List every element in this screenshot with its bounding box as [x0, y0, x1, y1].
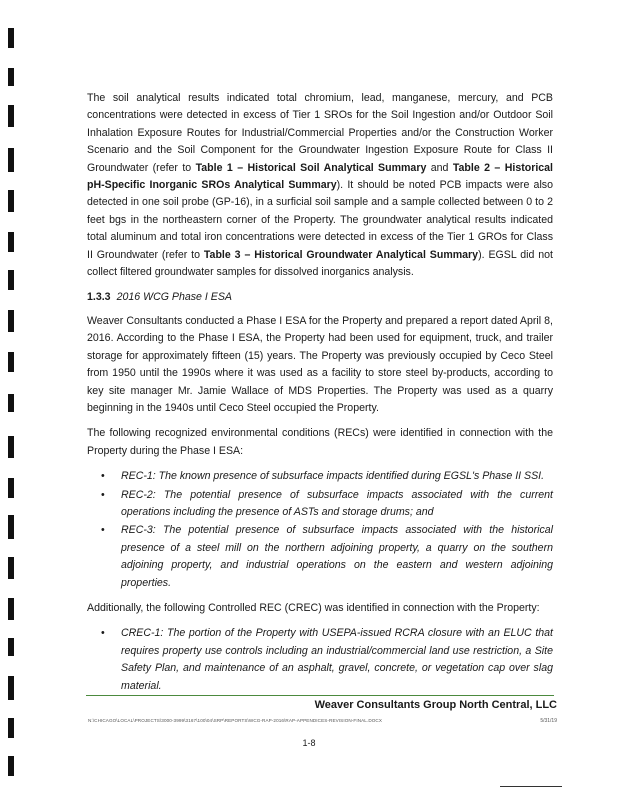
- footer-rule: [86, 695, 554, 696]
- footer-company: Weaver Consultants Group North Central, LLC: [314, 699, 557, 711]
- binder-mark-7: [8, 270, 14, 290]
- binder-mark-10: [8, 394, 14, 412]
- table-3-reference: Table 3 – Historical Groundwater Analytical Summary: [203, 248, 479, 261]
- crec-list: [87, 625, 553, 695]
- table-1-reference: Table 1 – Historical Soil Analytical Summary: [195, 161, 427, 174]
- binder-mark-17: [8, 676, 14, 700]
- rec-item: • REC-2: The potential presence of subsurface impacts associated with the current operations including the presence of ASTs and storage drums; and: [99, 487, 553, 522]
- page-number: 1-8: [302, 738, 316, 748]
- binder-mark-9: [8, 352, 14, 372]
- binder-mark-5: [8, 190, 14, 212]
- crec-item: • CREC-1: The portion of the Property with USEPA-issued RCRA closure with an ELUC that requires property use controls including an industrial/commercial land use restriction, a Site Safety Plan, and maintenance of an asphalt, gravel, concrete, or vegetation cap over slag material.: [99, 625, 553, 695]
- paragraph-recs-intro: The following recognized environmental conditions (RECs) were identified in connection with the Property during the Phase I ESA:: [87, 427, 553, 457]
- document-body: [87, 90, 553, 703]
- text-run: ). EGSL did not collect filtered groundwater samples for dissolved inorganics analysis.: [87, 248, 553, 279]
- binder-mark-8: [8, 310, 14, 332]
- binder-mark-3: [8, 105, 14, 127]
- binder-mark-2: [8, 68, 14, 86]
- paragraph-crec-intro: Additionally, the following Controlled REC (CREC) was identified in connection with the Property:: [87, 601, 540, 614]
- text-run: and: [426, 161, 453, 174]
- section-number: 1.3.3: [87, 291, 111, 304]
- section-title: 2016 WCG Phase I ESA: [116, 291, 232, 304]
- binder-mark-19: [8, 756, 14, 776]
- binder-mark-18: [8, 718, 14, 738]
- binder-mark-15: [8, 598, 14, 620]
- binder-mark-1: [8, 28, 14, 48]
- binder-mark-4: [8, 148, 14, 172]
- binder-mark-11: [8, 436, 14, 458]
- binder-mark-6: [8, 232, 14, 252]
- rec-item: • REC-3: The potential presence of subsurface impacts associated with the historical presence of a steel mill on the northern adjoining property, a quarry on the southern adjoining property, and industrial operations on the eastern and western adjoining properties.: [99, 522, 553, 592]
- binder-mark-14: [8, 557, 14, 579]
- paragraph-soil-results: [87, 90, 553, 281]
- binder-mark-13: [8, 515, 14, 539]
- table-2-reference: Table 2 – Historical pH-Specific Inorganic SROs Analytical Summary: [87, 161, 554, 192]
- paragraph-phase-i-esa: Weaver Consultants conducted a Phase I ESA for the Property and prepared a report dated April 8, 2016. According to the Phase I ESA, the Property had been used for equipment, truck, and trailer storage for approximately fifteen (15) years. The Property was previously occupied by Ceco Steel from 1950 until the 1990s where it was used as a facility to store steel by-products, according to key site manager Mr. Jamie Wallace of MDS Properties. The Property was used as a quarry beginning in the 1940s until Ceco Steel occupied the Property.: [87, 314, 553, 414]
- binder-mark-16: [8, 638, 14, 656]
- bottom-line: [500, 786, 562, 787]
- section-heading: [87, 289, 553, 306]
- footer-date: 5/31/19: [540, 718, 557, 724]
- rec-list: [87, 468, 553, 592]
- footer-filepath: N:\CHICAGO\LOCAL\PROJECTS\3000-3999\3167\100\04\SRP\REPORTS\WCG-RAP-2016\RAP-APPENDICES-REVISION-FINAL.DOCX: [88, 718, 382, 723]
- text-run: The soil analytical results indicated total chromium, lead, manganese, mercury, and PCB concentrations were detected in excess of Tier 1 SROs for the Soil Ingestion and/or Outdoor Soil Inhalation Exposure Routes for Industrial/Commercial Properties and/or the Construction Worker Scenario and the Soil Component for the Groundwater Ingestion Exposure Route for Class II Groundwater (refer to: [87, 92, 553, 174]
- text-run: ). It should be noted PCB impacts were also detected in one soil probe (GP-16), in a surficial soil sample and a sample collected between 0 to 2 feet bgs in the northeastern corner of the Property. The groundwater analytical results indicated total aluminum and total iron concentrations were detected in excess of the Tier 1 GROs for Class II Groundwater (refer to: [87, 179, 553, 261]
- binder-mark-12: [8, 478, 14, 498]
- rec-item: • REC-1: The known presence of subsurface impacts identified during EGSL's Phase II SSI.: [99, 468, 553, 485]
